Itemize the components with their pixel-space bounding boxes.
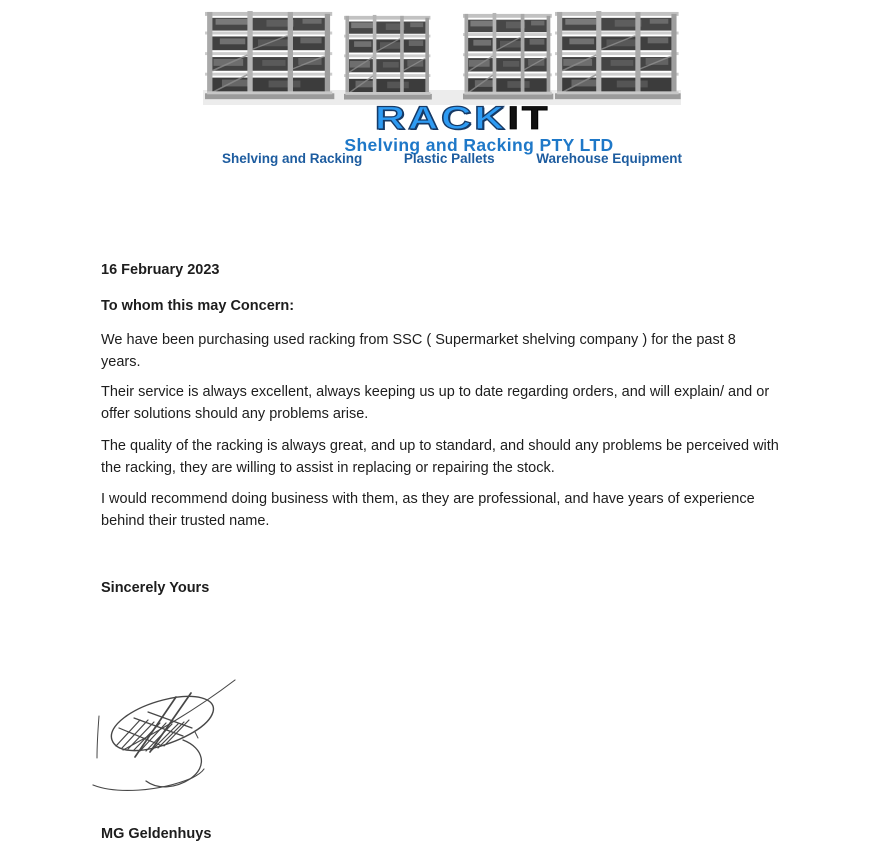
letter-paragraph — [101, 329, 801, 373]
logo-text-it: IT — [506, 100, 550, 136]
company-subtitle-text: Shelving and Racking PTY LTD — [344, 135, 614, 155]
paragraph-line: I would recommend doing business with them, as they are professional, and have years of experience — [101, 491, 755, 507]
paragraph-line: We have been purchasing used racking from SSC ( Supermarket shelving company ) for the past 8 — [101, 332, 736, 348]
letter-paragraph — [101, 488, 801, 532]
logo-text-rack: RACK — [374, 100, 507, 136]
racking-stack-image — [344, 15, 432, 100]
paragraph-line: behind their trusted name. — [101, 513, 270, 529]
paragraph-line: The quality of the racking is always great, and up to standard, and should any problems be perceived with — [101, 438, 779, 454]
paragraph-line: the racking, they are willing to assist in replacing or repairing the stock. — [101, 460, 555, 476]
letter-closing: Sincerely Yours — [101, 580, 210, 596]
paragraph-line: years. — [101, 354, 141, 370]
racking-stack-image — [463, 13, 553, 99]
paragraph-line: offer solutions should any problems arise. — [101, 406, 369, 422]
letter-date: 16 February 2023 — [101, 262, 220, 278]
letter-salutation: To whom this may Concern: — [101, 298, 295, 314]
racking-stack-image — [205, 11, 334, 99]
tagline-shelving: Shelving and Racking — [222, 151, 363, 166]
letter-paragraph — [101, 435, 801, 479]
racking-stack-image — [555, 11, 681, 99]
letter-paragraph — [101, 381, 801, 425]
handwritten-signature-scribble — [88, 666, 273, 804]
company-tagline — [222, 151, 682, 166]
company-logo — [0, 101, 886, 135]
signatory-name: MG Geldenhuys — [101, 826, 212, 842]
tagline-pallets: Plastic Pallets — [403, 151, 495, 166]
paragraph-line: Their service is always excellent, always keeping us up to date regarding orders, and will explain/ and or — [101, 384, 770, 400]
tagline-equipment: Warehouse Equipment — [536, 151, 682, 166]
racking-photo-strip — [203, 8, 681, 105]
